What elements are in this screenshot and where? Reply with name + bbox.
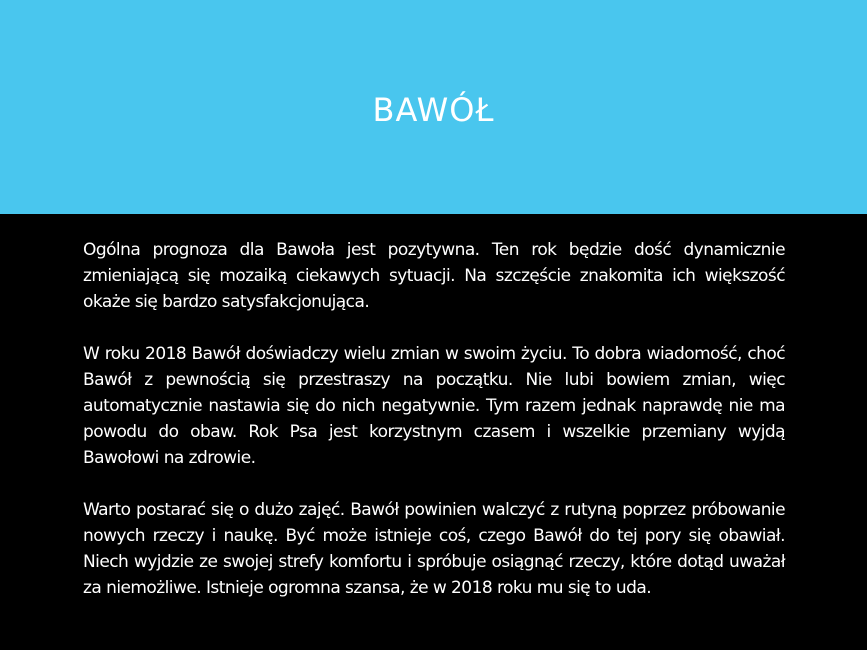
slide-title: BAWÓŁ: [372, 91, 495, 129]
paragraph-changes: W roku 2018 Bawół doświadczy wielu zmian w swoim życiu. To dobra wiadomość, choć Bawół z pewnością się przestraszy na początku. Nie lubi bowiem zmian, więc automatycznie nastawia się do nich negatywnie. Tym razem jednak naprawdę nie ma powodu do obaw. Rok Psa jest korzystnym czasem i wszelkie przemiany wyjdą Bawołowi na zdrowie.: [83, 344, 785, 468]
title-banner: [0, 0, 867, 214]
paragraph-advice: Warto postarać się o dużo zajęć. Bawół powinien walczyć z rutyną poprzez próbowanie nowych rzeczy i naukę. Być może istnieje coś, czego Bawół do tej pory się obawiał. Niech wyjdzie ze swojej strefy komfortu i spróbuje osiągnąć rzeczy, które dotąd uważał za niemożliwe. Istnieje ogromna szansa, że w 2018 roku mu się to uda.: [83, 500, 785, 598]
paragraph-intro: Ogólna prognoza dla Bawoła jest pozytywna. Ten rok będzie dość dynamicznie zmieniającą się mozaiką ciekawych sytuacji. Na szczęście znakomita ich większość okaże się bardzo satysfakcjonująca.: [83, 240, 785, 312]
slide-body: [83, 237, 785, 601]
